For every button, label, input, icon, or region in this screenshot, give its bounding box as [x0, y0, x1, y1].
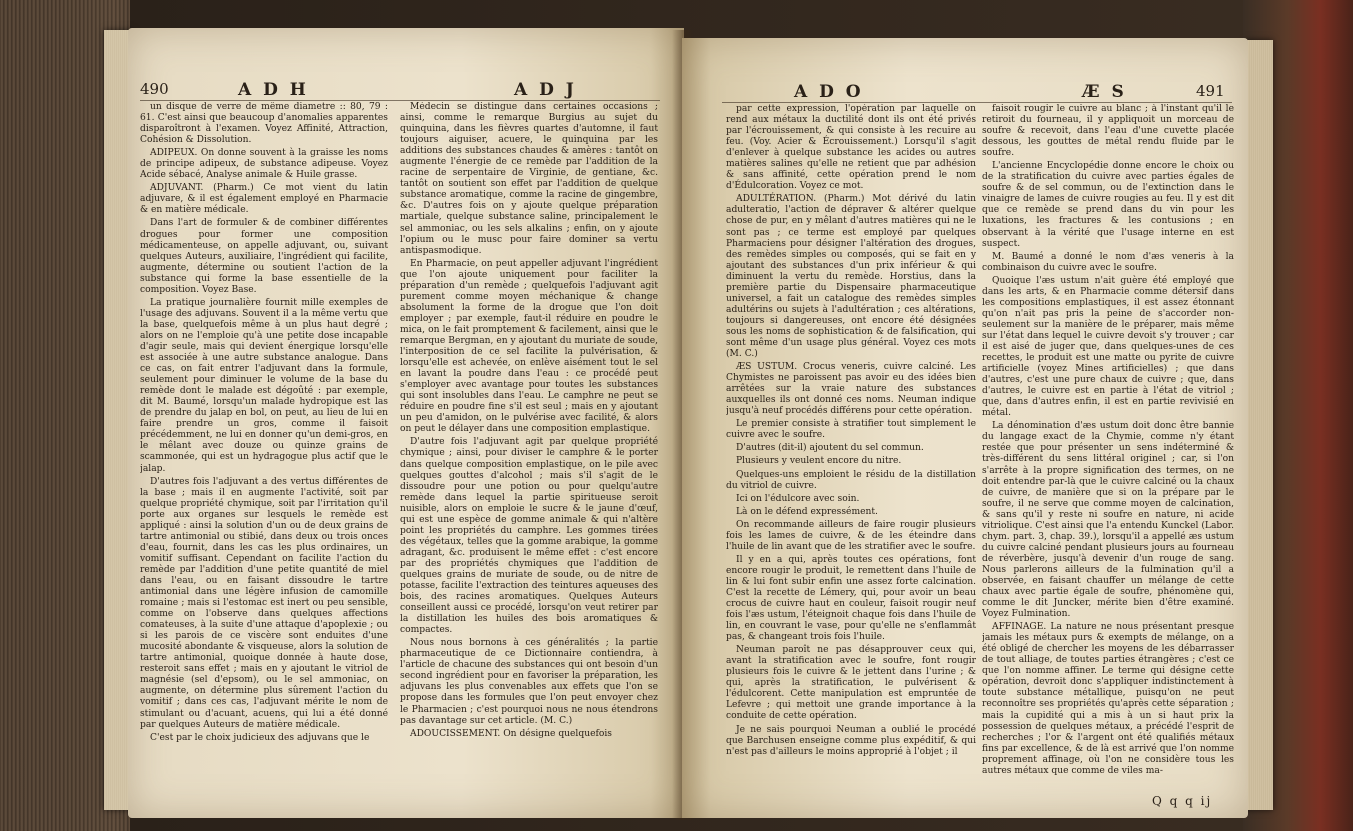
- header-rule-right: [722, 102, 1232, 103]
- paragraph: D'autre fois l'adjuvant agit par quelque propriété chymique ; ainsi, pour diviser le camphre & le porter dans quelque composition emplastique, on le pile avec quelques gouttes d'alcohol ; mais s'il s'agit de le dissoudre pour une potion ou pour quelqu'autre remède dans lequel la partie spiritueuse seroit nuisible, alors on emploie le sucre & le jaune d'œuf, qui est une espèce de gomme animale & qui n'altère point les propriétés du camphre. Les gommes tirées des végétaux, telles que la gomme arabique, la gomme adragant, &c. produisent le même effet : c'est encore par des propriétés chymiques que l'addition de quelques grains de muriate de soude, ou de nitre de potasse, facilite l'extraction des teintures aqueuses des bois, des racines aromatiques. Quelques Auteurs conseillent aussi ce procédé, lorsqu'on veut retirer par la distillation les huiles des bois aromatiques & compactes.: [400, 437, 658, 636]
- paragraph: Quoique l'æs ustum n'ait guère été employé que dans les arts, & en Pharmacie comme détersif dans les compositions emplastiques, il est assez étonnant qu'on n'ait pas pris la peine de s'accorder non-seulement sur la manière de le préparer, mais même sur l'état dans lequel le cuivre devoit s'y trouver ; car il est aisé de juger que, dans quelques-unes de ces recettes, le produit est une matte ou pyrite de cuivre artificielle (voyez Mines artificielles) ; que dans d'autres, c'est une pure chaux de cuivre ; que, dans d'autres, le cuivre est en partie à l'état de vitriol ; que, dans d'autres enfin, il est en partie revivisié en métal.: [982, 275, 1234, 419]
- paragraph: ÆS USTUM. Crocus veneris, cuivre calciné. Les Chymistes ne paroissent pas avoir eu des idées bien arrêtées sur la vraie nature des substances auxquelles ils ont donné ces noms. Neuman indique jusqu'à neuf procédés différens pour cette opération.: [726, 362, 976, 417]
- paragraph: Le premier consiste à stratifier tout simplement le cuivre avec le soufre.: [726, 419, 976, 441]
- left-column-2: [400, 102, 658, 792]
- paragraph: ADOUCISSEMENT. On désigne quelquefois: [410, 728, 612, 739]
- running-head-left-col1: A D H: [238, 80, 309, 100]
- paragraph: Plusieurs y veulent encore du nitre.: [736, 456, 902, 467]
- paragraph: ADULTÉRATION. (Pharm.) Mot dérivé du latin adulteratio, l'action de dépraver & altérer quelque chose de pur, en y mêlant d'autres matières qui ne le sont pas ; ce terme est employé par quelques Pharmaciens pour désigner l'altération des drogues, des remèdes simples ou composés, qui se fait en y ajoutant des substances d'un prix inférieur & qui diminuent la vertu du remède. Horstius, dans la première partie du Dispensaire pharmaceutique universel, a fait un catalogue des remèdes simples adultérins ou sujets à l'adultération ; ces altérations, toujours si dangereuses, ont encore été désignées sous les noms de sophistication & de falsification, qui sont même d'un usage plus général. Voyez ces mots (M. C.): [726, 194, 976, 360]
- paragraph: D'autres (dit-il) ajoutent du sel commun.: [736, 443, 924, 454]
- paragraph: Ici on l'édulcore avec soin.: [736, 493, 860, 504]
- paragraph: Nous nous bornons à ces généralités ; la partie pharmaceutique de ce Dictionnaire contiendra, à l'article de chacune des substances qui ont besoin d'un second ingrédient pour en favoriser la préparation, les adjuvans les plus convenables aux effets que l'on se propose dans les formules que l'on peut envoyer chez le Pharmacien ; c'est pourquoi nous ne nous étendrons pas davantage sur cet article. (M. C.): [400, 638, 658, 726]
- right-column-1: [726, 104, 976, 794]
- paragraph: Quelques-uns emploient le résidu de la distillation du vitriol de cuivre.: [726, 469, 976, 491]
- page-edges-right: [1245, 40, 1273, 810]
- paragraph: faisoit rougir le cuivre au blanc ; à l'instant qu'il le retiroit du fourneau, il y appliquoit un morceau de soufre & recevoit, dans l'eau d'une cuvette placée dessous, les gouttes de métal rendu fluide par le soufre.: [982, 104, 1234, 159]
- right-page: [682, 38, 1248, 818]
- paragraph: par cette expression, l'opération par laquelle on rend aux métaux la ductilité dont ils ont été privés par l'écrouissement, & qui consiste à les recuire au feu. (Voy. Acier & Écrouissement.) Lorsqu'il s'agit d'enlever à quelque substance les acides ou autres matières salines qu'elle ne retient que par adhésion & sans affinité, cette opération prend le nom d'Édulcoration. Voyez ce mot.: [726, 104, 976, 192]
- right-column-2: [982, 104, 1234, 794]
- paragraph: La pratique journalière fournit mille exemples de l'usage des adjuvans. Souvent il a la même vertu que la base, quelquefois même à un plus haut degré ; alors on ne l'emploie qu'à une petite dose incapable d'agir seule, mais qui devient énergique lorsqu'elle est associée à une autre substance analogue. Dans ce cas, on fait entrer l'adjuvant dans la formule, seulement pour diminuer le volume de la base du remède dont le malade est dégoûté : par exemple, dit M. Baumé, lorsqu'un malade hydropique est las de prendre du jalap en bol, on peut, au lieu de lui en faire prendre un gros, comme il faisoit précédemment, ne lui en donner qu'un demi-gros, en le mêlant avec douze ou quinze grains de scammonée, qui est un hydragogue plus actif que le jalap.: [140, 297, 388, 474]
- running-head-right-col2: Æ S: [1082, 82, 1127, 102]
- paragraph: Neuman paroît ne pas désapprouver ceux qui, avant la stratification avec le soufre, font rougir plusieurs fois le cuivre & le jettent dans l'urine ; & qui, après la stratification, le pulvérisent & l'édulcorent. Cette manipulation est empruntée de Lefevre ; qui mettoit une grande importance à la conduite de cette opération.: [726, 645, 976, 722]
- left-page: [128, 28, 684, 818]
- running-head-right-col1: A D O: [794, 82, 864, 102]
- page-number-right: 491: [1196, 82, 1225, 100]
- paragraph: En Pharmacie, on peut appeller adjuvant l'ingrédient que l'on ajoute uniquement pour faciliter la préparation d'un remède ; quelquefois l'adjuvant agit purement comme moyen méchanique & change absolument la forme de la drogue que l'on doit employer ; par exemple, faut-il réduire en poudre le mica, on le fait promptement & facilement, ainsi que le remarque Bergman, en y ajoutant du muriate de soude, l'interposition de ce sel facilite la pulvérisation, & lorsqu'elle est achevée, on enlève aisément tout le sel en lavant la poudre dans l'eau : ce procédé peut s'employer avec avantage pour toutes les substances qui sont insolubles dans l'eau. Le camphre ne peut se réduire en poudre fine s'il est seul ; mais en y ajoutant un peu d'amidon, on le pulvérise avec facilité, & alors on peut le délayer dans une composition emplastique.: [400, 258, 658, 435]
- paragraph: M. Baumé a donné le nom d'æs veneris à la combinaison du cuivre avec le soufre.: [982, 251, 1234, 273]
- paragraph: AFFINAGE. La nature ne nous présentant presque jamais les métaux purs & exempts de mélange, on a été obligé de chercher les moyens de les débarrasser de tout alliage, de toutes parties étrangères ; c'est ce que l'on nomme affiner. Le terme qui désigne cette opération, devroit donc s'appliquer indistinctement à toute substance métallique, puisqu'on ne peut reconnoître ses propriétés qu'après cette séparation ; mais la cupidité qui a mis à un si haut prix la possession de quelques métaux, a précédé l'esprit de recherches ; l'or & l'argent ont été qualifiés métaux fins par excellence, & de là est arrivé que l'on nomme proprement affinage, où l'on ne considère tous les autres métaux que comme de viles ma-: [982, 622, 1234, 776]
- paragraph: Il y en a qui, après toutes ces opérations, font encore rougir le produit, le remettent dans l'huile de lin & lui font subir enfin une assez forte calcination. C'est la recette de Lémery, qui, pour avoir un beau crocus de cuivre haut en couleur, faisoit rougir neuf fois l'æs ustum, l'éteignoit chaque fois dans l'huile de lin, en couvrant le vase, pour qu'elle ne s'enflammât pas, & changeant trois fois l'huile.: [726, 554, 976, 643]
- running-head-left-col2: A D J: [514, 80, 577, 100]
- paragraph: Dans l'art de formuler & de combiner différentes drogues pour former une composition médicamenteuse, on appelle adjuvant, ou, suivant quelques Auteurs, auxiliaire, l'ingrédient qui facilite, augmente, détermine ou soutient l'action de la substance qui forme la base essentielle de la composition. Voyez Base.: [140, 218, 388, 295]
- paragraph: Je ne sais pourquoi Neuman a oublié le procédé que Barchusen enseigne comme plus expéditif, & qui n'est pas d'ailleurs le moins approprié à l'objet ; il: [726, 724, 976, 757]
- signature-mark: Q q q ij: [1152, 794, 1213, 808]
- header-rule-left: [140, 100, 660, 101]
- page-number-left: 490: [140, 80, 169, 98]
- paragraph: un disque de verre de même diametre :: 80, 79 : 61. C'est ainsi que beaucoup d'anomalies apparentes disparoîtront à l'examen. Voyez Affinité, Attraction, Cohésion & Dissolution.: [140, 102, 388, 146]
- paragraph: Médecin se distingue dans certaines occasions ; ainsi, comme le remarque Burgius au sujet du quinquina, dans les fièvres quartes d'automne, il faut toujours aiguiser, acuere, le quinquina par les additions des substances chaudes & amères : tantôt on augmente l'énergie de ce remède par l'addition de la racine de serpentaire de Virginie, de gentiane, &c. tantôt on soutient son effet par l'addition de quelque substance aromatique, comme la racine de gingembre, &c. D'autres fois on y ajoute quelque préparation martiale, quelque substance saline, principalement le sel ammoniac, ou les sels alkalins ; enfin, on y ajoute l'opium ou le musc pour faire dominer sa vertu antispasmodique.: [400, 102, 658, 256]
- paragraph: La dénomination d'æs ustum doit donc être bannie du langage exact de la Chymie, comme n'y étant restée que pour présenter un sens indéterminé & très-différent du sens littéral originel ; car, si l'on s'arrête à la propre signification des termes, on ne doit entendre par-là que le cuivre calciné ou la chaux de cuivre, de manière que si on la prépare par le soufre, il ne serve que comme moyen de calcination, & sans qu'il y reste ni soufre en nature, ni acide vitriolique. C'est ainsi que l'a entendu Kunckel (Labor. chym. part. 3, chap. 39.), lorsqu'il a appellé æs ustum du cuivre calciné pendant plusieurs jours au fourneau de réverbère, jusqu'à devenir d'un rouge de sang. Nous parlerons ailleurs de la fulmination qu'il a observée, en faisant chauffer un mélange de cette chaux avec partie égale de soufre, phénomène qui, comme le dit Juncker, mérite bien d'être examiné. Voyez Fulmination.: [982, 421, 1234, 620]
- paragraph: L'ancienne Encyclopédie donne encore le choix ou de la stratification du cuivre avec parties égales de soufre & de sel commun, ou de l'extinction dans le vinaigre de lames de cuivre rougies au feu. Il y est dit que ce remède se prend dans du vin pour les luxations, les fractures & les contusions ; en observant à la vérité que l'usage interne en est suspect.: [982, 161, 1234, 249]
- paragraph: C'est par le choix judicieux des adjuvans que le: [150, 732, 370, 743]
- paragraph: ADJUVANT. (Pharm.) Ce mot vient du latin adjuvare, & il est également employé en Pharmacie & en matière médicale.: [140, 183, 388, 216]
- paragraph: On recommande ailleurs de faire rougir plusieurs fois les lames de cuivre, & de les éteindre dans l'huile de lin avant que de les stratifier avec le soufre.: [726, 519, 976, 552]
- paragraph: Là on le défend expressément.: [736, 506, 878, 517]
- paragraph: D'autres fois l'adjuvant a des vertus différentes de la base ; mais il en augmente l'activité, soit par quelque propriété chymique, soit par l'irritation qu'il porte aux organes sur lesquels le remède est appliqué : ainsi la solution d'un ou de deux grains de tartre antimonial ou stibié, dans deux ou trois onces d'eau, fournit, dans les cas les plus ordinaires, un vomitif suffisant. Cependant on facilite l'action du remède par l'addition d'une petite quantité de miel dans l'eau, ou en faisant dissoudre le tartre antimonial dans une légère infusion de camomille romaine ; mais si l'estomac est inert ou peu sensible, comme on l'observe dans quelques affections comateuses, à la suite d'une attaque d'apoplexie ; ou si les parois de ce viscère sont enduites d'une mucosité abondante & visqueuse, alors la solution de tartre antimonial, quoique donnée à haute dose, resteroit sans effet ; mais en y ajoutant le vitriol de magnésie (sel d'epsom), ou le sel ammoniac, on augmente, on détermine plus sûrement l'action du vomitif ; dans ces cas, l'adjuvant mérite le nom de stimulant ou d'acuant, acuens, qui lui a été donné par quelques Auteurs de matière médicale.: [140, 476, 388, 730]
- paragraph: ADIPEUX. On donne souvent à la graisse les noms de principe adipeux, de substance adipeuse. Voyez Acide sébacé, Analyse animale & Huile grasse.: [140, 148, 388, 181]
- left-column-1: [140, 102, 388, 792]
